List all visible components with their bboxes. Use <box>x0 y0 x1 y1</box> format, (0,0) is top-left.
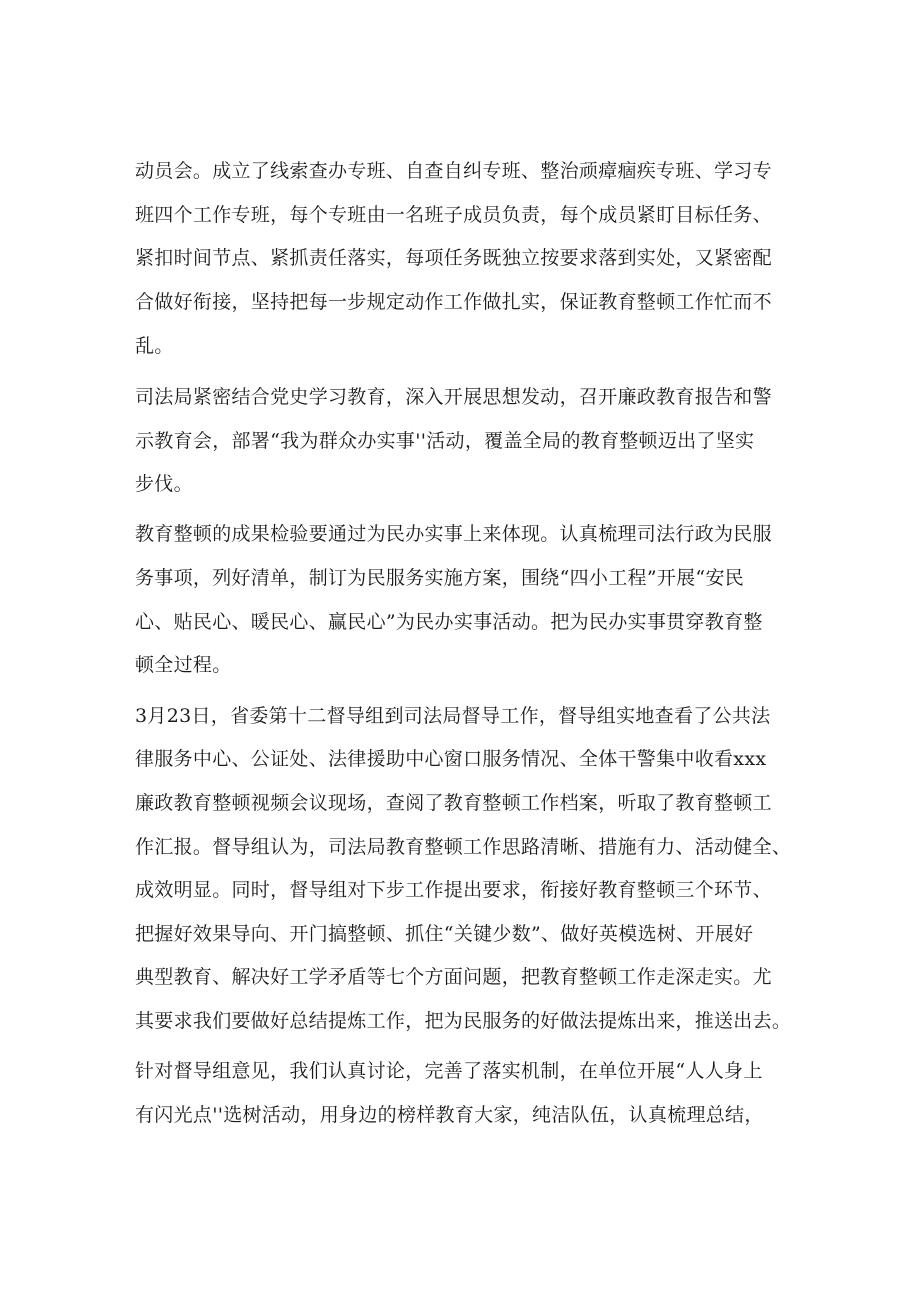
text-line: 教育整顿的成果检验要通过为民办实事上来体现。认真梳理司法行政为民服 <box>135 523 772 545</box>
text-line: 廉政教育整顿视频会议现场，查阅了教育整顿工作档案，听取了教育整顿工 <box>135 792 772 814</box>
text-line: 动员会。成立了线索查办专班、自查自纠专班、整治顽瘴痼疾专班、学习专 <box>135 160 772 182</box>
text-line: 合做好衔接，坚持把每一步规定动作工作做扎实，保证教育整顿工作忙而不 <box>135 291 772 313</box>
text-line: 班四个工作专班，每个专班由一名班子成员负责，每个成员紧盯目标任务、 <box>135 204 772 226</box>
text-line: 示教育会，部署“我为群众办实事''活动，覆盖全局的教育整顿迈出了坚实 <box>135 430 755 452</box>
text-line: 有闪光点''选树活动，用身边的榜样教育大家，纯洁队伍，认真梳理总结， <box>135 1104 764 1126</box>
text-line: 3月23日，省委第十二督导组到司法局督导工作，督导组实地查看了公共法 <box>135 705 771 727</box>
text-line: 成效明显。同时，督导组对下步工作提出要求，衔接好教育整顿三个环节、 <box>135 879 772 901</box>
text-line: 心、贴民心、暖民心、赢民心”为民办实事活动。把为民办实事贯穿教育整 <box>135 611 763 633</box>
text-line: 紧扣时间节点、紧抓责任落实，每项任务既独立按要求落到实处，又紧密配 <box>135 247 772 269</box>
text-line: 务事项，列好清单，制订为民服务实施方案，围绕“四小工程”开展“安民 <box>135 567 745 589</box>
text-line: 顿全过程。 <box>135 654 232 676</box>
text-line: 乱。 <box>135 335 174 357</box>
text-line: 把握好效果导向、开门搞整顿、抓住“关键少数”、做好英模选树、开展好 <box>135 923 754 945</box>
text-line: 其要求我们要做好总结提炼工作，把为民服务的好做法提炼出来，推送出去。 <box>135 1010 792 1032</box>
text-line: 典型教育、解决好工学矛盾等七个方面问题，把教育整顿工作走深走实。尤 <box>135 966 772 988</box>
text-line: 司法局紧密结合党史学习教育，深入开展思想发动，召开廉政教育报告和警 <box>135 386 772 408</box>
text-line: 作汇报。督导组认为，司法局教育整顿工作思路清晰、措施有力、活动健全、 <box>135 836 792 858</box>
text-line: 律服务中心、公证处、法律援助中心窗口服务情况、全体干警集中收看xxx <box>135 748 767 770</box>
text-line: 针对督导组意见，我们认真讨论，完善了落实机制，在单位开展“人人身上 <box>135 1060 763 1082</box>
text-line: 步伐。 <box>135 473 193 495</box>
